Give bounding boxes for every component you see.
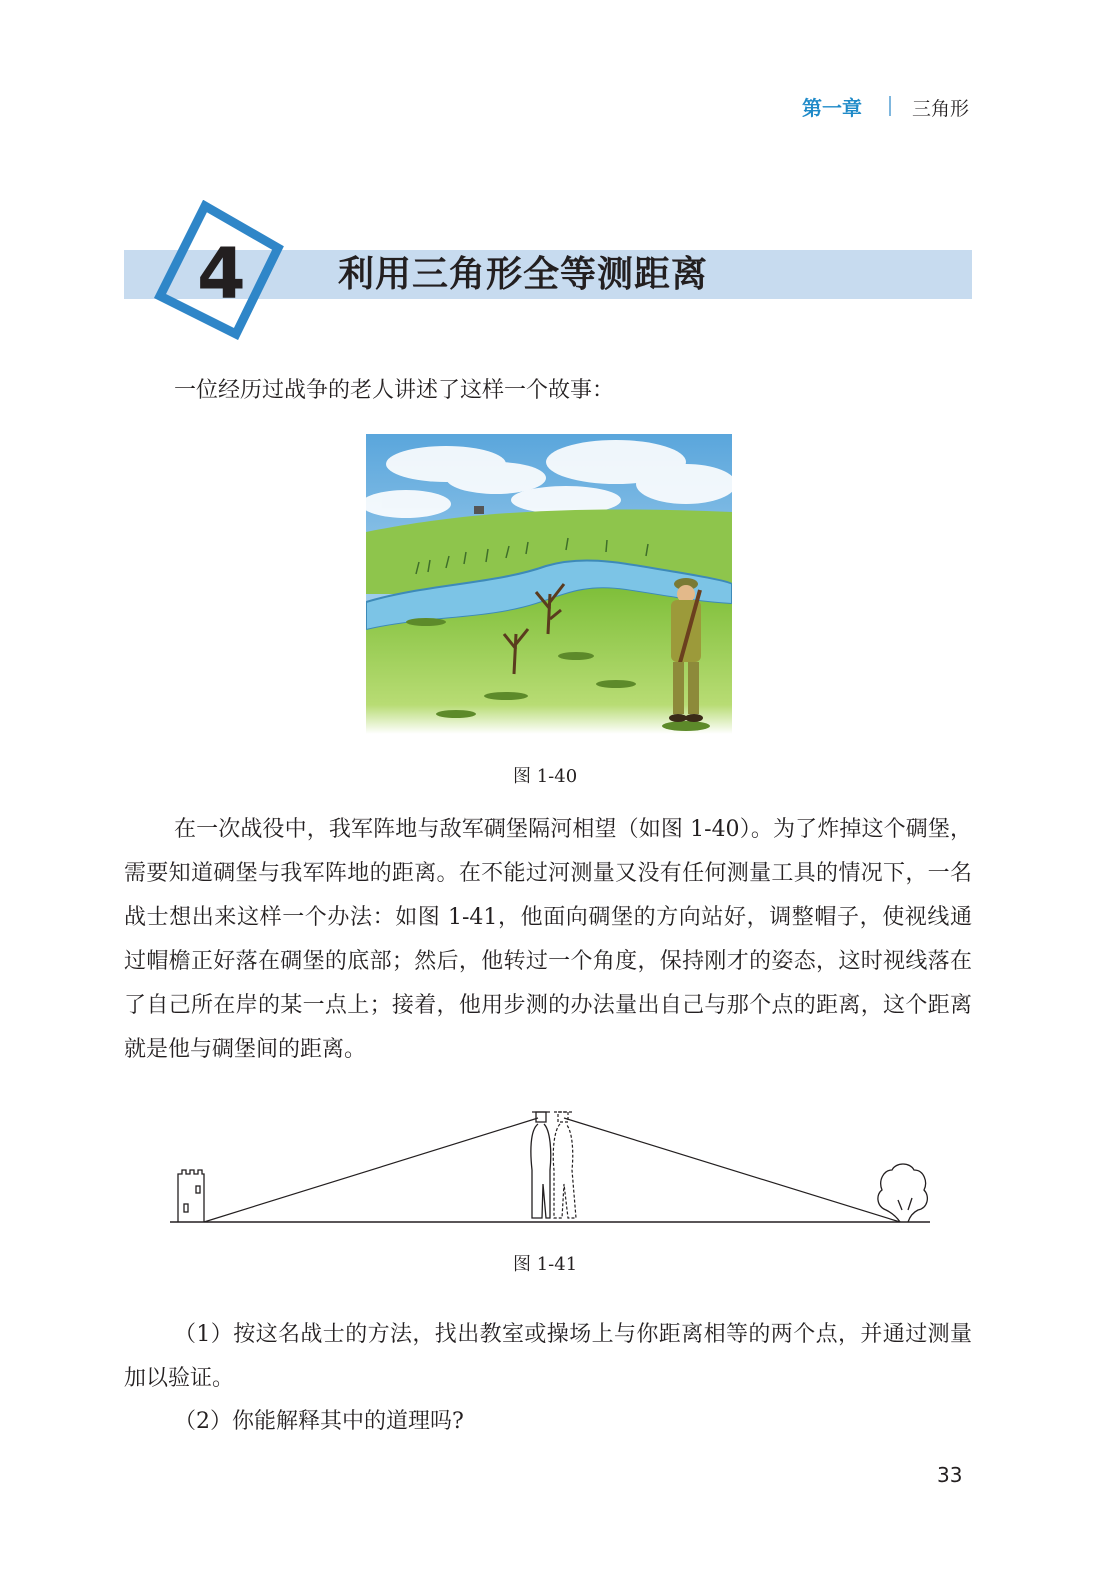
sight-line-to-bunker [204,1118,538,1222]
tree-icon [878,1164,927,1222]
question-1: （1）按这名战士的方法，找出教室或操场上与你距离相等的两个点，并通过测量加以验证。 [124,1322,972,1391]
bunker-icon [474,506,484,514]
section-title: 利用三角形全等测距离 [338,253,709,295]
sight-line-to-tree [564,1118,900,1222]
page-number: 33 [937,1463,963,1487]
question-2: （2）你能解释其中的道理吗? [174,1409,464,1434]
section-number: 4 [197,233,246,315]
soldier-facing-bunker-icon [531,1112,551,1218]
chapter-label: 第一章 [802,96,862,120]
tower-icon [178,1170,204,1222]
chapter-topic: 三角形 [912,98,970,120]
line-of-sight-diagram [160,1100,940,1230]
intro-text: 一位经历过战争的老人讲述了这样一个故事： [174,378,615,403]
soldier-turned-icon [553,1112,576,1218]
battlefield-illustration [366,434,732,734]
story-paragraph: 在一次战役中，我军阵地与敌军碉堡隔河相望（如图 1-40）。为了炸掉这个碉堡，需要知道碉堡与我军阵地的距离。在不能过河测量又没有任何测量工具的情况下，一名战士想出来这样一个办法：如图 1-41，他面向碉堡的方向站好，调整帽子，使视线通过帽檐正好落在碉堡的底部；然后，他转过一个角度，保持刚才的姿态，这时视线落在了自己所在岸的某一点上；接着，他用步测的办法量出自己与那个点的距离，这个距离就是他与碉堡间的距离。 [124,817,972,1062]
figure-caption-1-41: 图 1-41 [513,1254,578,1275]
header-divider [889,96,891,116]
figure-caption-1-40: 图 1-40 [513,766,578,787]
